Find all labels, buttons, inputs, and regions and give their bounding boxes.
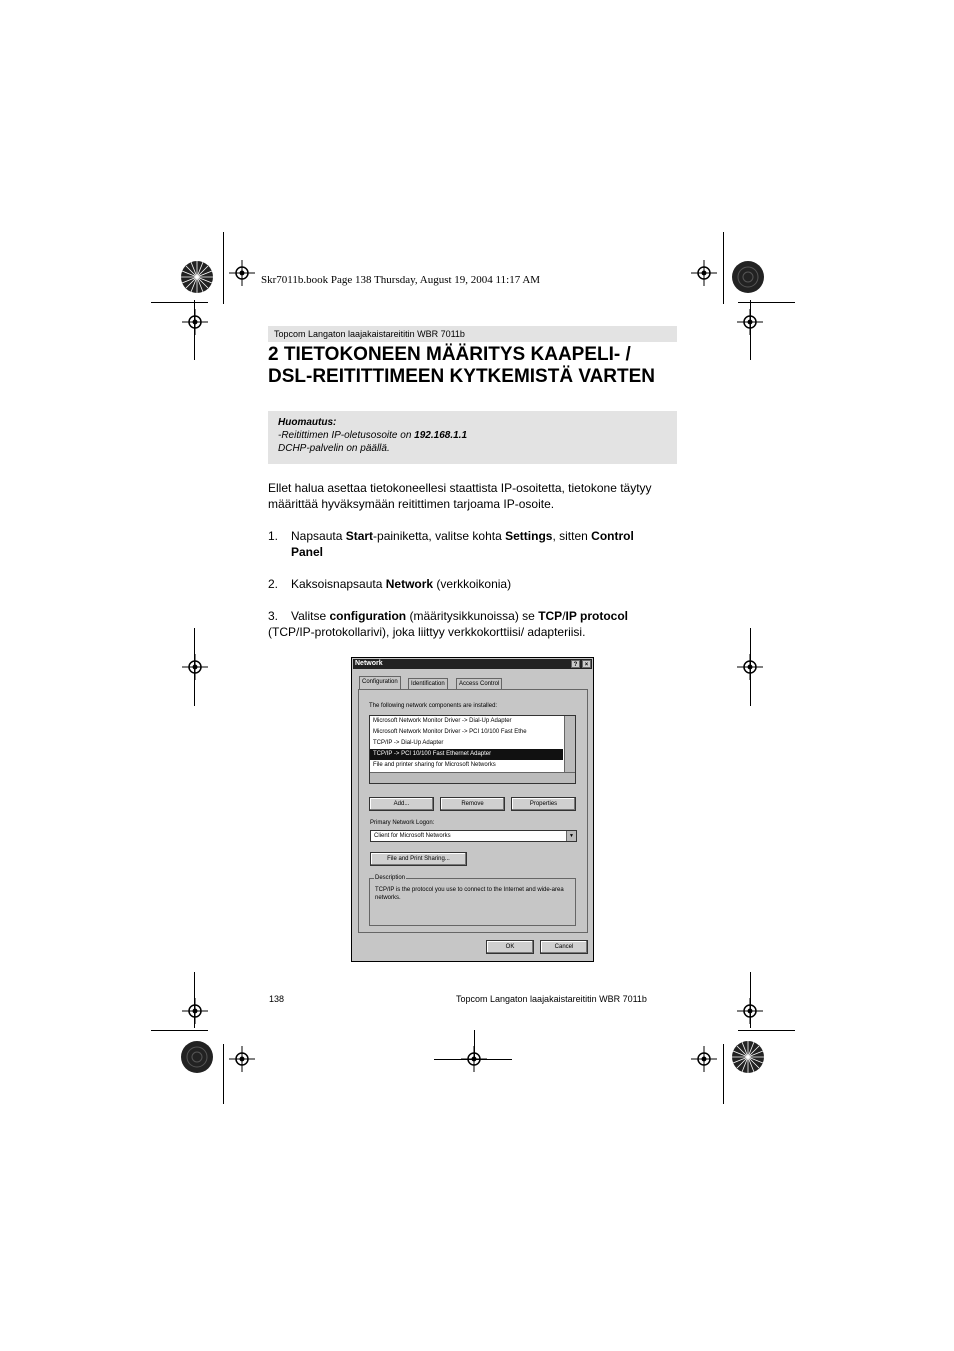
logon-value: Client for Microsoft Networks (374, 833, 451, 839)
components-label: The following network components are installed: (369, 703, 498, 709)
list-item[interactable]: TCP/IP -> Dial-Up Adapter (373, 740, 444, 746)
footer-product: Topcom Langaton laajakaistareititin WBR 7011b (456, 994, 647, 1004)
registration-mark-icon (737, 309, 763, 335)
horizontal-scrollbar[interactable] (370, 772, 575, 783)
list-item[interactable]: File and printer sharing for Microsoft Networks (373, 762, 496, 768)
registration-mark-icon (737, 654, 763, 680)
description-text: TCP/IP is the protocol you use to connect to the Internet and wide-area networks. (375, 887, 564, 901)
registration-mark-icon (691, 1046, 717, 1072)
dialog-titlebar (353, 659, 592, 669)
components-list[interactable] (369, 715, 576, 784)
list-item[interactable]: Microsoft Network Monitor Driver -> PCI 10/100 Fast Ethe (373, 729, 527, 735)
add-button[interactable]: Add... (369, 797, 434, 811)
print-slug: Skr7011b.book Page 138 Thursday, August 19, 2004 11:17 AM (261, 274, 541, 286)
running-header: Topcom Langaton laajakaistareititin WBR 7011b (268, 326, 677, 342)
remove-button[interactable]: Remove (440, 797, 505, 811)
star-target-icon (731, 1040, 765, 1074)
registration-mark-icon (691, 260, 717, 286)
list-item[interactable]: Microsoft Network Monitor Driver -> Dial-Up Adapter (373, 718, 512, 724)
note-ip-address: 192.168.1.1 (414, 430, 467, 441)
primary-logon-select[interactable] (370, 830, 577, 842)
registration-mark-icon (182, 654, 208, 680)
registration-mark-icon (182, 998, 208, 1024)
dialog-title: Network (355, 660, 383, 667)
star-target-icon (731, 260, 765, 294)
chevron-down-icon[interactable]: ▼ (566, 831, 576, 841)
description-group (369, 875, 576, 926)
help-button[interactable]: ? (571, 660, 580, 668)
description-legend: Description (375, 875, 406, 881)
step-1: 1. Napsauta Start-painiketta, valitse kohta Settings, sitten Control Panel (268, 529, 634, 559)
list-item-selected[interactable]: TCP/IP -> PCI 10/100 Fast Ethernet Adapter (370, 749, 563, 760)
vertical-scrollbar[interactable] (564, 716, 575, 774)
properties-button[interactable]: Properties (511, 797, 576, 811)
registration-mark-icon (229, 260, 255, 286)
title-line-2: DSL-REITITTIMEEN KYTKEMISTÄ VARTEN (268, 366, 656, 387)
star-target-icon (180, 1040, 214, 1074)
note-line-2: DCHP-palvelin on päällä. (278, 443, 390, 454)
registration-mark-icon (182, 309, 208, 335)
close-button[interactable]: × (582, 660, 591, 668)
note-line-1: -Reitittimen IP-oletusosoite on (278, 430, 415, 441)
title-line-1: 2 TIETOKONEEN MÄÄRITYS KAAPELI- / (268, 344, 631, 365)
star-target-icon (180, 260, 214, 294)
ok-button[interactable]: OK (486, 940, 534, 954)
logon-label: Primary Network Logon: (370, 820, 435, 826)
page-title (268, 344, 688, 388)
intro-paragraph: Ellet halua asettaa tietokoneellesi staattista IP-osoitetta, tietokone täytyy määrittää hyväksymään reitittimen tarjoama IP-osoite. (268, 481, 652, 511)
page-number: 138 (269, 994, 285, 1004)
step-2: 2. Kaksoisnapsauta Network (verkkoikonia) (268, 577, 512, 591)
registration-mark-icon (737, 998, 763, 1024)
file-print-sharing-button[interactable]: File and Print Sharing... (370, 852, 467, 866)
registration-mark-icon (229, 1046, 255, 1072)
tab-identification[interactable]: Identification (408, 678, 448, 689)
note-heading: Huomautus: (278, 417, 337, 428)
tab-access-control[interactable]: Access Control (456, 678, 502, 689)
note-box (268, 411, 677, 464)
tab-configuration[interactable]: Configuration (359, 676, 401, 689)
step-3: 3. Valitse configuration (määritysikkunoissa) se TCP/IP protocol (TCP/IP-protokollarivi), joka liittyy verkkokorttiisi/ adapteriisi. (268, 609, 628, 639)
network-dialog-screenshot (351, 657, 594, 962)
cancel-button[interactable]: Cancel (540, 940, 588, 954)
